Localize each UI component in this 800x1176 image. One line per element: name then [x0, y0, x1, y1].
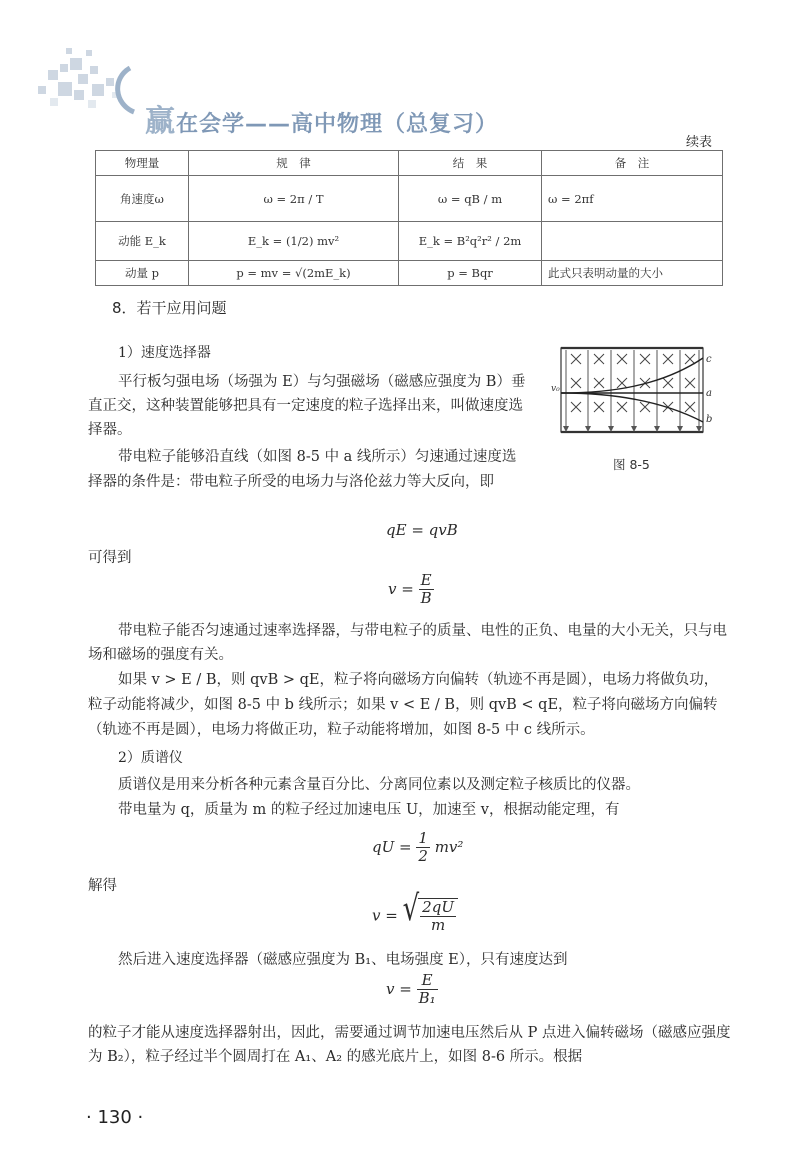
paragraph-4: 如果 v > E / B，则 qvB > qE，粒子将向磁场方向偏转（轨迹不再是圆），电场力将做负功，粒子动能将减少，如图 8-5 中 b 线所示；如果 v < E / B，则 qvB < qE，粒子将向磁场方向偏转（轨迹不再是圆），电场力将做正功，粒子动能将增加，如图 8-5 中 c 线所示。 — [88, 672, 719, 738]
fraction — [420, 899, 456, 935]
paragraph-3: 带电粒子能否匀速通过速率选择器，与带电粒子的质量、电性的正负、电量的大小无关，只与电场和磁场的强度有关。 — [88, 623, 727, 663]
table-header-cell: 规 律 — [189, 151, 399, 176]
equation-force-balance: qE = qvB — [386, 521, 458, 539]
equation-velocity-b1 — [386, 972, 438, 1008]
header-title-text: 在会学——高中物理（总复习） — [176, 112, 499, 137]
table-cell-quantity: 动量 p — [96, 261, 189, 286]
equation-velocity-lhs: v = — [388, 579, 414, 598]
paragraph-8: 的粒子才能从速度选择器射出，因此，需要通过调节加速电压然后从 P 点进入偏转磁场（磁感应强度为 B₂），粒子经过半个圆周打在 A₁、A₂ 的感光底片上，如图 8-6 所示。根据 — [88, 1025, 731, 1065]
paragraph-7: 然后进入速度选择器（磁感应强度为 B₁、电场强度 E），只有速度达到 — [118, 952, 568, 968]
table-header-cell: 结 果 — [399, 151, 542, 176]
table-row — [96, 261, 723, 286]
paragraph-1: 平行板匀强电场（场强为 E）与匀强磁场（磁感应强度为 B）垂直正交，这种装置能够把具有一定速度的粒子选择出来，叫做速度选择器。 — [88, 374, 526, 438]
table-cell-note: 此式只表明动量的大小 — [542, 261, 723, 286]
table-cell-note — [542, 222, 723, 261]
label-c: c — [706, 354, 712, 365]
table-row — [96, 222, 723, 261]
page-header — [30, 38, 550, 139]
fraction-numerator: 1 — [418, 829, 428, 847]
text-can-get: 可得到 — [88, 550, 132, 566]
table-header-cell: 物理量 — [96, 151, 189, 176]
label-a: a — [706, 388, 712, 399]
fraction-denominator: B₁ — [418, 989, 436, 1008]
paragraph-6: 带电量为 q，质量为 m 的粒子经过加速电压 U，加速至 v，根据动能定理，有 — [118, 802, 620, 818]
table-caption: 续表 — [685, 135, 712, 150]
electric-field-lines — [566, 350, 699, 430]
equation-sqrt-lhs: v = — [372, 906, 398, 925]
table-cell-result: E_k = B²q²r² / 2m — [399, 222, 542, 261]
table-cell-result: ω = qB / m — [399, 176, 542, 222]
table-cell-law: p = mv = √(2mE_k) — [189, 261, 399, 286]
equation-velocity-sqrt — [372, 888, 458, 935]
trajectory-c — [561, 358, 703, 393]
selector-frame — [561, 348, 703, 432]
paragraph-5: 质谱仪是用来分析各种元素含量百分比、分离同位素以及测定粒子核质比的仪器。 — [118, 777, 640, 793]
table-cell-note: ω = 2πf — [542, 176, 723, 222]
table-header-cell: 备 注 — [542, 151, 723, 176]
fraction-numerator: 2qU — [422, 898, 454, 916]
table-header-row — [96, 151, 723, 176]
page-number: · 130 · — [86, 1107, 144, 1128]
table-cell-law: E_k = (1/2) mv² — [189, 222, 399, 261]
table-cell-quantity: 动能 E_k — [96, 222, 189, 261]
fraction — [416, 830, 430, 866]
paragraph-2: 带电粒子能够沿直线（如图 8-5 中 a 线所示）匀速通过速度选择器的条件是：带电粒子所受的电场力与洛伦兹力等大反向，即 — [88, 449, 517, 490]
label-b: b — [706, 414, 713, 425]
text-solve: 解得 — [88, 878, 117, 894]
table-cell-result: p = Bqr — [399, 261, 542, 286]
fraction-denominator: B — [420, 589, 432, 608]
header-decoration-icon — [30, 38, 150, 118]
trajectory-b — [561, 393, 703, 422]
fraction-denominator: m — [430, 916, 446, 935]
table-cell-law: ω = 2π / T — [189, 176, 399, 222]
equation-ke-rhs: mv² — [434, 837, 464, 856]
equation-velocity — [388, 572, 434, 608]
subsection-velocity-selector: 1）速度选择器 — [118, 345, 211, 361]
figure-caption: 图 8-5 — [613, 457, 650, 472]
sqrt-symbol: √ $\frac{2qU}{m}$ — [403, 898, 458, 935]
equation-ke-lhs: qU = — [372, 837, 412, 856]
fraction-numerator: E — [419, 572, 434, 590]
fraction — [417, 972, 438, 1008]
physics-table — [95, 150, 723, 286]
header-title — [145, 96, 498, 140]
figure-velocity-selector — [551, 340, 721, 440]
table-row — [96, 176, 723, 222]
fraction-numerator: E — [417, 972, 438, 990]
subsection-mass-spectrometer: 2）质谱仪 — [118, 750, 183, 766]
equation-kinetic-energy — [372, 830, 463, 866]
fraction — [419, 572, 434, 608]
section-heading: 8．若干应用问题 — [112, 299, 227, 317]
table-cell-quantity: 角速度ω — [96, 176, 189, 222]
equation-b1-lhs: v = — [386, 979, 412, 998]
label-v0: v₀ — [551, 384, 560, 394]
fraction-denominator: 2 — [418, 847, 428, 866]
magnetic-field-crosses — [571, 354, 695, 412]
header-title-big-char: 赢 — [145, 104, 176, 139]
